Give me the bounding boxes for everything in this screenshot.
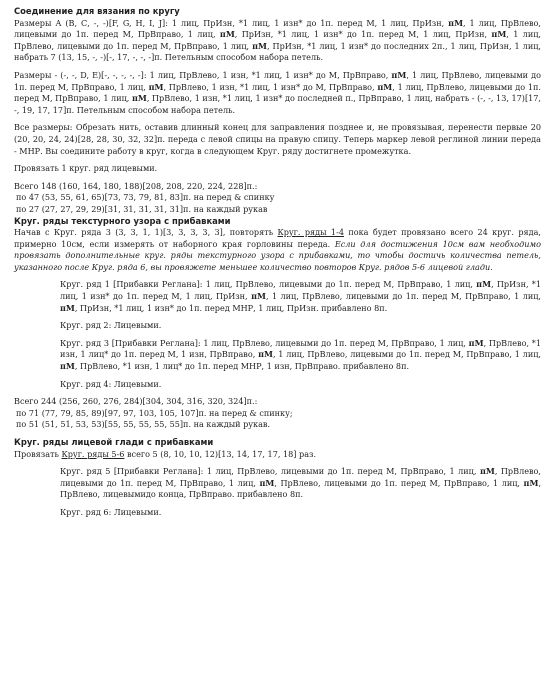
- total-line: по 51 (51, 51, 53, 53)[55, 55, 55, 55, 55]п. на каждый рукав.: [16, 419, 271, 430]
- slip-marker-abbrev: пМ: [377, 81, 393, 92]
- slip-marker-abbrev: пМ: [491, 29, 507, 40]
- paragraph-all-sizes: Все размеры: Обрезать нить, оставив длинный конец для заправления позднее и, не провязывая, перенести первые 20 (20, 20, 24, 24)[28, 28, 30, 32, 32]п. переда с левой спицы на правую спицу. Теперь маркер левой реглиной линии переда - МНР. Вы соедините работу в круг, когда в следующем Круг. ряду достигнете промежутка.: [14, 122, 541, 156]
- paragraph-texture-intro: [14, 227, 541, 273]
- slip-marker-abbrev: пМ: [252, 40, 267, 51]
- stitch-totals-1: [14, 181, 541, 216]
- slip-marker-abbrev: пМ: [259, 477, 275, 488]
- text: всего 5 (8, 10, 10, 12)[13, 14, 17, 17, 18] раз.: [124, 448, 317, 459]
- round-2: Круг. ряд 2: Лицевыми.: [60, 320, 162, 331]
- slip-marker-abbrev: пМ: [476, 279, 492, 290]
- slip-marker-abbrev: пМ: [479, 466, 495, 477]
- paragraph-knit-one-round: Провязать 1 круг. ряд лицевыми.: [14, 163, 158, 174]
- total-line: Всего 148 (160, 164, 180, 188)[208, 208, 220, 224, 228]п.:: [14, 180, 258, 191]
- total-line: Всего 244 (256, 260, 276, 284)[304, 304, 316, 320, 324]п.:: [14, 396, 258, 407]
- total-line: по 47 (53, 55, 61, 65)[73, 73, 79, 81, 83]п. на перед & спинку: [16, 192, 275, 203]
- total-line: по 27 (27, 27, 29, 29)[31, 31, 31, 31, 31]п. на каждый рукав: [16, 203, 268, 214]
- slip-marker-abbrev: пМ: [251, 291, 266, 302]
- slip-marker-abbrev: пМ: [131, 93, 147, 104]
- text: пока будет провязано всего 24 круг. ряда, примерно 10см, если измерять от наборного края горловины переда.: [14, 227, 541, 249]
- slip-marker-abbrev: пМ: [219, 29, 235, 40]
- round-1: Круг. ряд 1 [Прибавки Реглана]: 1 лиц, ПрВлево, лицевыми до 1п. перед М, ПрВправо, 1 лиц, пМ, ПрИзн, *1 лиц, 1 изн* до 1п. перед М, 1 лиц, ПрИзн, пМ, 1 лиц, ПрВлево, лицевыми до 1п. перед М, ПрВправо, 1 лиц, пМ, ПрИзн, *1 лиц, 1 изн* до 1п. перед МНР, 1 лиц, ПрИзн. прибавлено 8п.: [60, 279, 542, 313]
- slip-marker-abbrev: пМ: [391, 69, 407, 80]
- paragraph-stockinette-intro: [14, 449, 541, 461]
- slip-marker-abbrev: пМ: [523, 477, 539, 488]
- total-line: по 71 (77, 79, 85, 89)[97, 97, 103, 105, 107]п. на перед & спинку;: [16, 407, 293, 418]
- paragraph-sizes-d-e: Размеры - (-, -, D, E)[-, -, -, -, -]: 1 лиц, ПрВлево, 1 изн, *1 лиц, 1 изн* до М, ПрВправо, пМ, 1 лиц, ПрВлево, лицевыми до 1п. перед М, ПрВправо, 1 лиц, пМ, ПрВлево, 1 изн, *1 лиц, 1 изн* до М, ПрВправо, пМ, 1 лиц, ПрВлево, лицевыми до 1п. перед М, ПрВправо, 1 лиц, пМ, ПрВлево, 1 изн, *1 лиц, 1 изн* до последней п., ПрВправо, 1 лиц, набрать - (-, -, 13, 17)[17, -, 19, 17, 17]п. Петельным способом набора петель.: [14, 69, 542, 115]
- stitch-totals-2: [14, 396, 541, 431]
- paragraph-sizes-a-j: Размеры А (В, С, -, -)[F, G, H, I, J]: 1 лиц, ПрИзн, *1 лиц, 1 изн* до 1п. перед М, 1 лиц, ПрИзн, пМ, 1 лиц, ПрВлево, лицевыми до 1п. перед М, ПрВправо, 1 лиц, пМ, ПрИзн, *1 лиц, 1 изн* до 1п. перед М, 1 лиц, ПрИзн, пМ, 1 лиц, ПрВлево, лицевыми до 1п. перед М, ПрВправо, 1 лиц, пМ, ПрИзн, *1 лиц, 1 изн* до последних 2п., 1 лиц, ПрИзн, 1 лиц, набрать 7 (13, 15, -, -)[-, 17, -, -, -]п. Петельным способом набора петель.: [14, 17, 541, 63]
- heading-stockinette-rounds: Круг. ряды лицевой глади с прибавками: [14, 437, 214, 447]
- italic-note: Если для достижения 10см вам необходимо провязать дополнительные круг. ряды текстурного узора с прибавками, то чтобы достичь количества петель, указанного после Круг. ряда 6, вы провяжете меньшее количество повторов Круг. рядов 5-6 лицевой глади.: [14, 238, 541, 272]
- link-rounds-5-6[interactable]: Круг. ряды 5-6: [61, 448, 125, 459]
- slip-marker-abbrev: пМ: [60, 302, 75, 313]
- slip-marker-abbrev: пМ: [148, 81, 164, 92]
- round-4: Круг. ряд 4: Лицевыми.: [60, 378, 162, 389]
- link-rounds-1-4[interactable]: Круг. ряды 1-4: [277, 227, 344, 238]
- text: Провязать: [14, 448, 62, 459]
- slip-marker-abbrev: пМ: [468, 337, 484, 348]
- slip-marker-abbrev: пМ: [448, 17, 464, 28]
- heading-texture-rounds: Круг. ряды текстурного узора с прибавками: [14, 215, 231, 226]
- heading-join-in-round: Соединение для вязания по кругу: [14, 6, 180, 16]
- slip-marker-abbrev: пМ: [258, 349, 273, 360]
- text: Начав с Круг. ряда 3 (3, 3, 1, 1)[3, 3, 3, 3, 3], повторять: [14, 227, 278, 238]
- round-5: Круг. ряд 5 [Прибавки Реглана]: 1 лиц, ПрВлево, лицевыми до 1п. перед М, ПрВправо, 1 лиц, пМ, ПрВлево, лицевыми до 1п. перед М, ПрВправо, 1 лиц, пМ, ПрВлево, лицевыми до 1п. перед М, ПрВправо, 1 лиц, пМ, ПрВлево, лицевымидо конца, ПрВправо. прибавлено 8п.: [60, 466, 542, 500]
- round-6: Круг. ряд 6: Лицевыми.: [60, 506, 162, 517]
- slip-marker-abbrev: пМ: [60, 361, 75, 372]
- round-3: Круг. ряд 3 [Прибавки Реглана]: 1 лиц, ПрВлево, лицевыми до 1п. перед М, ПрВправо, 1 лиц, пМ, ПрВлево, *1 изн, 1 лиц* до 1п. перед М, 1 изн, ПрВправо, пМ, 1 лиц, ПрВлево, лицевыми до 1п. перед М, ПрВправо, 1 лиц, пМ, ПрВлево, *1 изн, 1 лиц* до 1п. перед МНР, 1 изн, ПрВправо. прибавлено 8п.: [60, 337, 541, 372]
